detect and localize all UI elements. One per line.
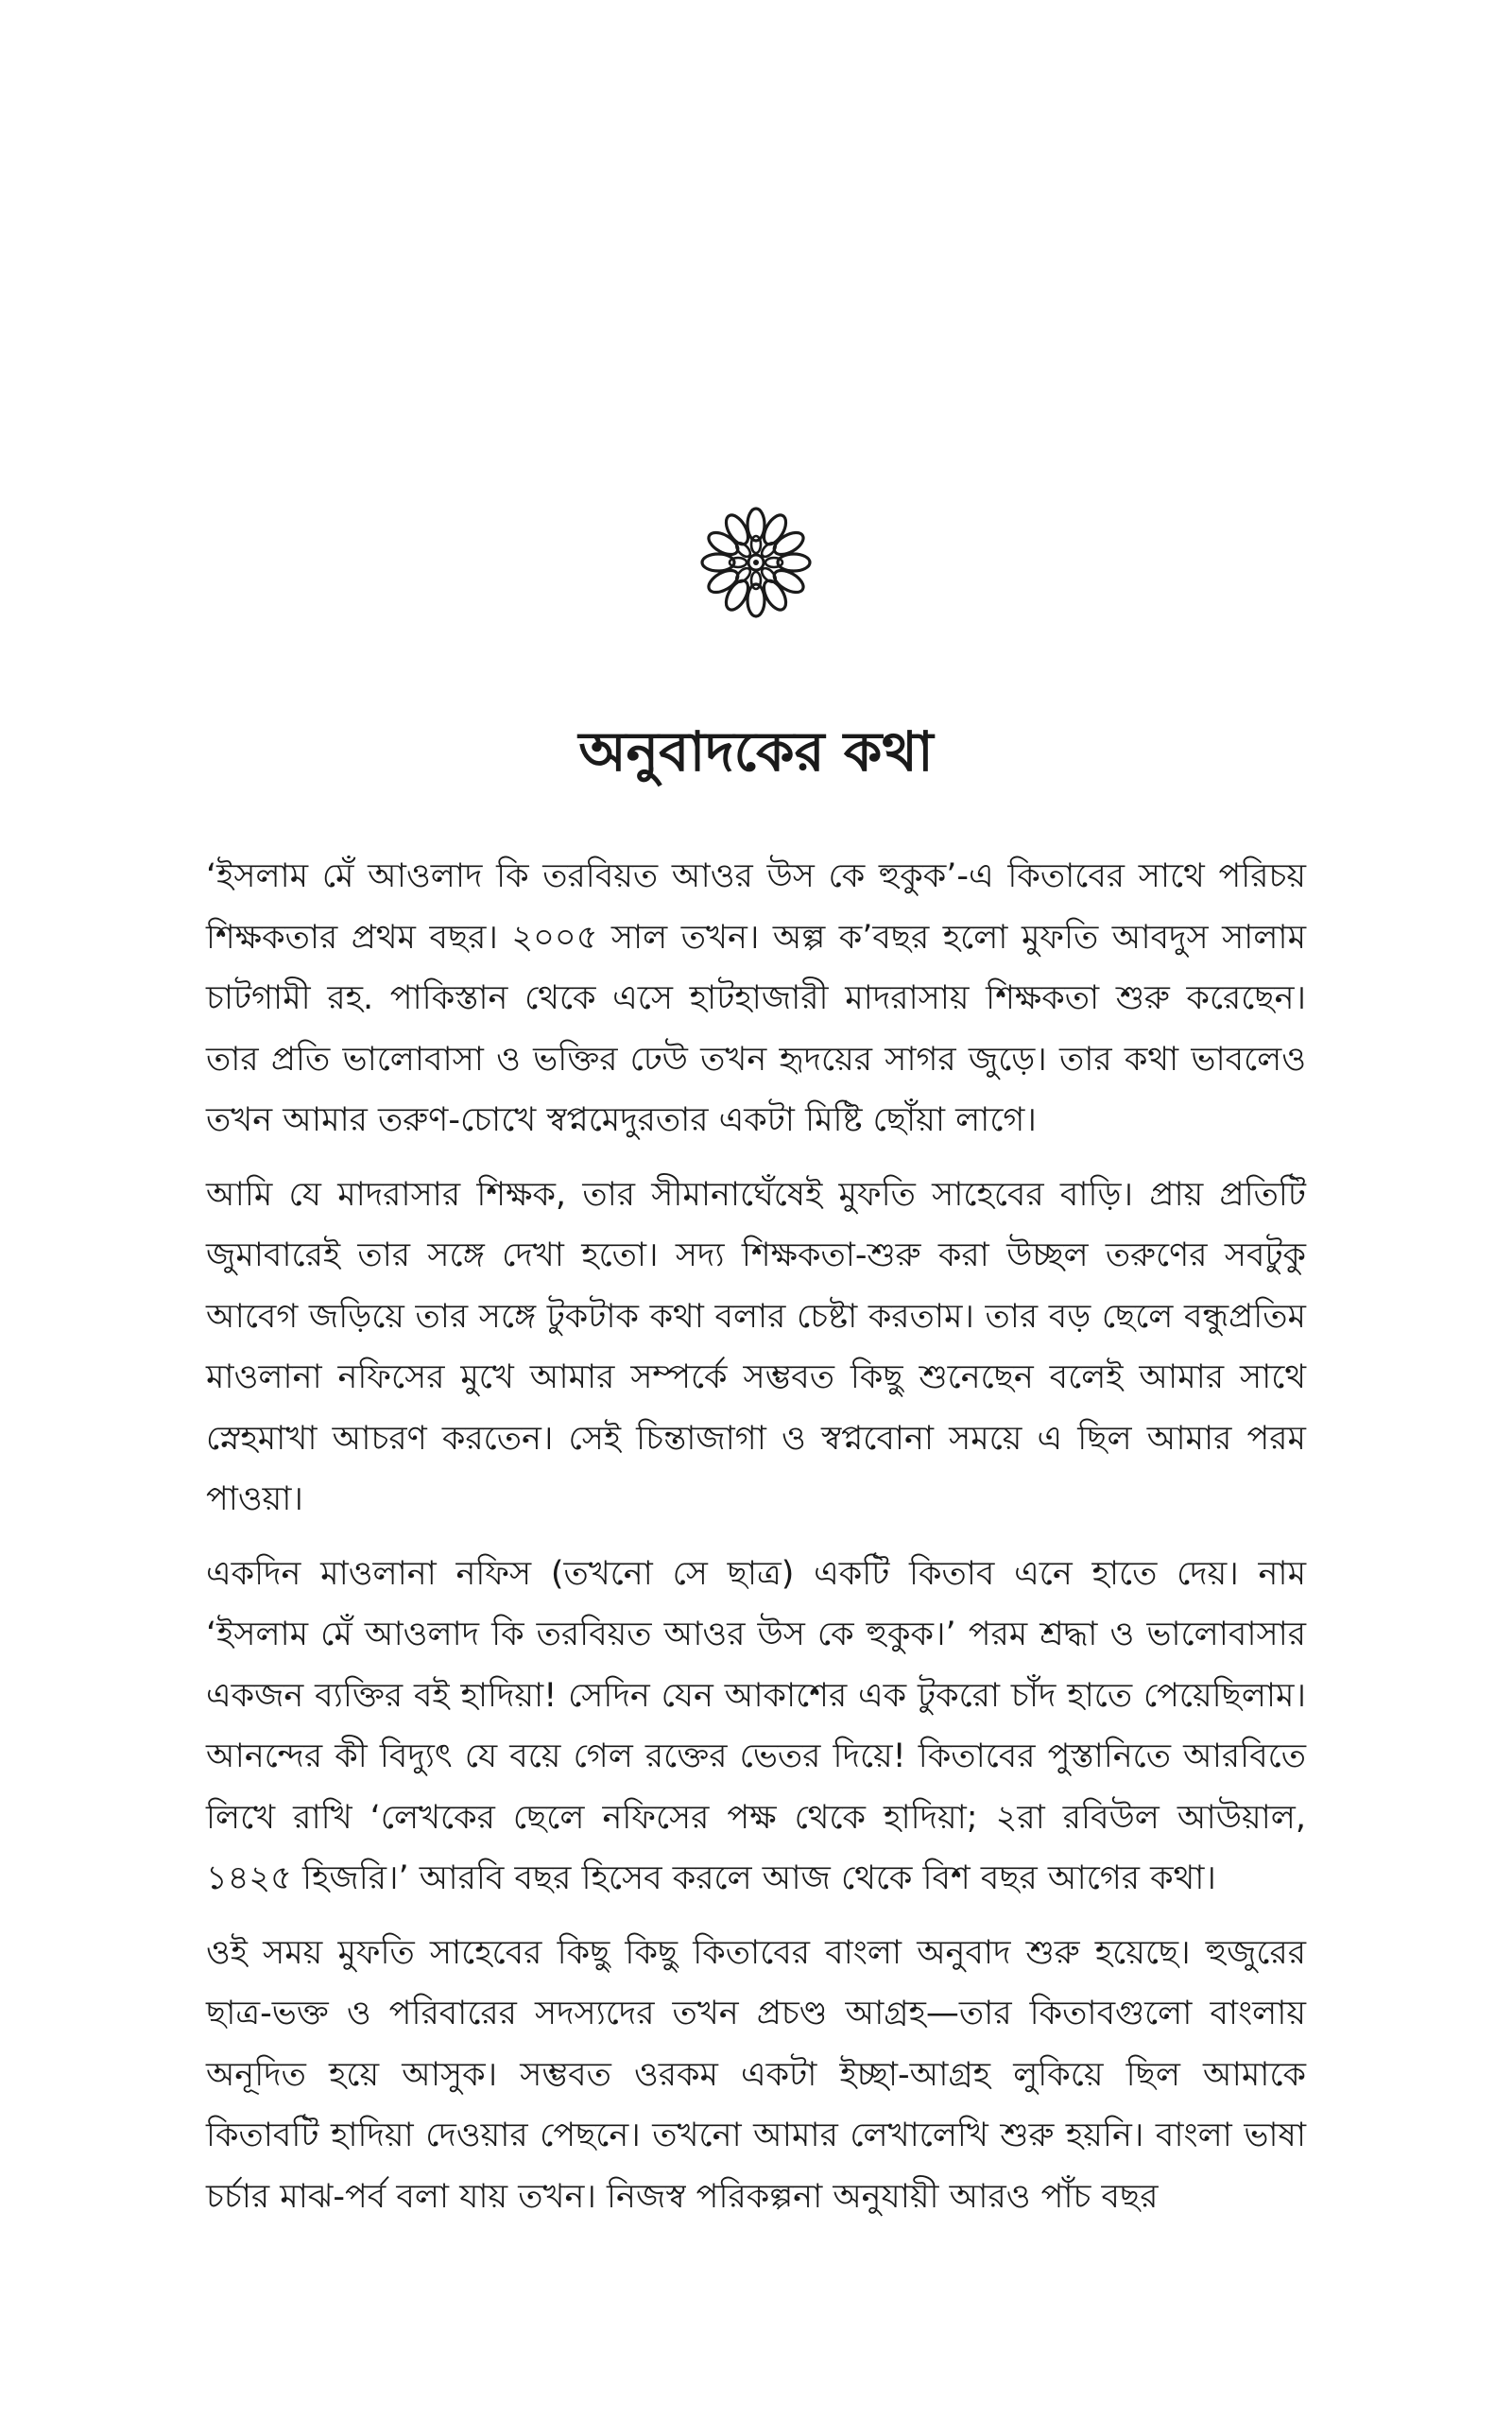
chapter-title: অনুবাদকের কথা [578,719,934,784]
paragraph-4: ওই সময় মুফতি সাহেবের কিছু কিছু কিতাবের বাংলা অনুবাদ শুরু হয়েছে। হুজুরের ছাত্র-ভক্ত ও পরিবারের সদস্যদের তখন প্রচণ্ড আগ্রহ—তার কিতাবগুলো বাংলায় অনূদিত হয়ে আসুক। সম্ভবত ওরকম একটা ইচ্ছা-আগ্রহ লুকিয়ে ছিল আমাকে কিতাবটি হাদিয়া দেওয়ার পেছনে। তখনো আমার লেখালেখি শুরু হয়নি। বাংলা ভাষা চর্চার মাঝ-পর্ব বলা যায় তখন। নিজস্ব পরিকল্পনা অনুযায়ী আরও পাঁচ বছর [206,1933,1306,2216]
paragraph-3: একদিন মাওলানা নফিস (তখনো সে ছাত্র) একটি কিতাব এনে হাতে দেয়। নাম ‘ইসলাম মেঁ আওলাদ কি তরবিয়ত আওর উস কে হুকুক।’ পরম শ্রদ্ধা ও ভালোবাসার একজন ব্যক্তির বই হাদিয়া! সেদিন যেন আকাশের এক টুকরো চাঁদ হাতে পেয়েছিলাম। আনন্দের কী বিদ্যুৎ যে বয়ে গেল রক্তের ভেতর দিয়ে! কিতাবের পুস্তানিতে আরবিতে লিখে রাখি ‘লেখকের ছেলে নফিসের পক্ষ থেকে হাদিয়া; ২রা রবিউল আউয়াল, ১৪২৫ হিজরি।’ আরবি বছর হিসেব করলে আজ থেকে বিশ বছর আগের কথা। [206,1554,1306,1897]
paragraph-1: ‘ইসলাম মেঁ আওলাদ কি তরবিয়ত আওর উস কে হুকুক’-এ কিতাবের সাথে পরিচয় শিক্ষকতার প্রথম বছর। ২০০৫ সাল তখন। অল্প ক’বছর হলো মুফতি আবদুস সালাম চাটগামী রহ. পাকিস্তান থেকে এসে হাটহাজারী মাদরাসায় শিক্ষকতা শুরু করেছেন। তার প্রতি ভালোবাসা ও ভক্তির ঢেউ তখন হৃদয়ের সাগর জুড়ে। তার কথা ভাবলেও তখন আমার তরুণ-চোখে স্বপ্নমেদুরতার একটা মিষ্টি ছোঁয়া লাগে। [206,857,1306,1139]
body-text [206,846,1306,2240]
paragraph-2: আমি যে মাদরাসার শিক্ষক, তার সীমানাঘেঁষেই মুফতি সাহেবের বাড়ি। প্রায় প্রতিটি জুমাবারেই তার সঙ্গে দেখা হতো। সদ্য শিক্ষকতা-শুরু করা উচ্ছল তরুণের সবটুকু আবেগ জড়িয়ে তার সঙ্গে টুকটাক কথা বলার চেষ্টা করতাম। তার বড় ছেলে বন্ধুপ্রতিম মাওলানা নফিসের মুখে আমার সম্পর্কে সম্ভবত কিছু শুনেছেন বলেই আমার সাথে স্নেহমাখা আচরণ করতেন। সেই চিন্তাজাগা ও স্বপ্নবোনা সময়ে এ ছিল আমার পরম পাওয়া। [206,1175,1306,1518]
flower-ornament-icon [699,506,813,619]
